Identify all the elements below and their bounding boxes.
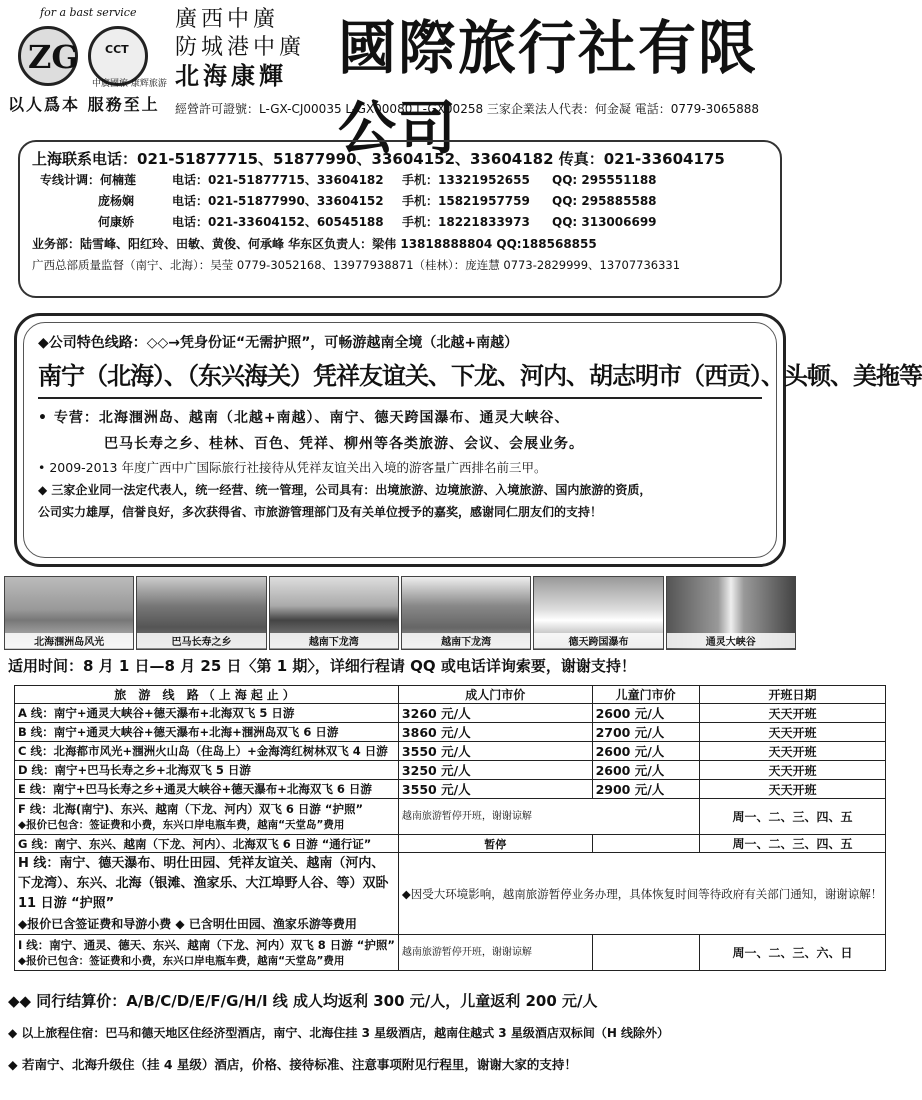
staff-qq: QQ: 295885588 bbox=[552, 194, 657, 208]
company-line-1: 廣西中廣 bbox=[175, 7, 280, 32]
route-f-title: F 线：北海(南宁)、东兴、越南（下龙、河内）双飞 6 日游 “护照” bbox=[18, 802, 363, 816]
empty-cell bbox=[592, 935, 699, 971]
schedule-cell: 周一、二、三、四、五 bbox=[699, 835, 886, 853]
license-info: 經營許可證號：L-GX-CJ00035 L-GX00080 L-GX00258 三家企業法人代表：何金凝 電話：0779-3065888 bbox=[175, 102, 760, 116]
route-h-note: ◆因受大环境影响，越南旅游暂停业务办理，具体恢复时间等待政府有关部门通知，谢谢谅解！ bbox=[398, 853, 885, 935]
logo-small-text bbox=[92, 76, 167, 89]
bottom-notes bbox=[8, 985, 792, 1081]
adult-price: 3260 元/人 bbox=[398, 704, 592, 723]
price-table bbox=[14, 685, 886, 971]
feature-ranking: • 2009-2013 年度广西中广国际旅行社接待从凭祥友谊关出入境的游客量广西排名前三甲。 bbox=[38, 460, 547, 475]
adult-price: 3550 元/人 bbox=[398, 742, 592, 761]
staff-role: 庞杨娴 bbox=[98, 194, 135, 208]
photo-detian bbox=[533, 576, 663, 650]
staff-qq: QQ: 313006699 bbox=[552, 215, 657, 229]
photo-label: 通灵大峡谷 bbox=[667, 633, 795, 648]
staff-row bbox=[32, 191, 768, 212]
logo-letters: ZG bbox=[28, 38, 79, 76]
feature-qualification: ◆ 三家企业同一法定代表人，统一经营、统一管理，公司具有：出境旅游、边境旅游、入境旅游、国内旅游的资质， bbox=[38, 483, 652, 497]
child-price: 2600 元/人 bbox=[592, 704, 699, 723]
photo-label: 北海涠洲岛风光 bbox=[5, 633, 133, 648]
logo-small-1: 中廣國旅 bbox=[92, 79, 129, 89]
logo-tagline: for a bast service bbox=[40, 6, 137, 19]
header-route: 旅 游 线 路（上海起止） bbox=[15, 686, 399, 704]
route-i-sub: ◆报价已包含：签证费和小费，东兴口岸电瓶车费，越南“天堂岛”费用 bbox=[18, 955, 345, 967]
route-i-title: I 线：南宁、通灵、德天、东兴、越南（下龙、河内）双飞 8 日游 “护照” bbox=[18, 938, 395, 952]
staff-qq: QQ: 295551188 bbox=[552, 173, 657, 187]
table-row bbox=[15, 780, 886, 799]
table-row-i bbox=[15, 935, 886, 971]
feature-headline: ◆公司特色线路：◇◇→凭身份证“无需护照”，可畅游越南全境（北越+南越） bbox=[38, 335, 519, 351]
staff-tel: 电话：021-33604152、60545188 bbox=[172, 215, 384, 229]
feature-thanks: 公司实力雄厚，信誉良好，多次获得省、市旅游管理部门及有关单位授予的嘉奖，感谢同仁朋友们的支持！ bbox=[38, 505, 603, 519]
schedule-cell: 周一、二、三、六、日 bbox=[699, 935, 886, 971]
table-row-f bbox=[15, 799, 886, 835]
table-row-h bbox=[15, 853, 886, 935]
accommodation-note: ◆ 以上旅程住宿：巴马和德天地区住经济型酒店，南宁、北海住挂 3 星级酒店，越南住越式 3 星级酒店双标间（H 线除外） bbox=[8, 1026, 670, 1040]
staff-mobile: 手机：15821957759 bbox=[402, 194, 530, 208]
table-row bbox=[15, 723, 886, 742]
route-g-note: 暂停 bbox=[398, 835, 592, 853]
staff-mobile: 手机：18221833973 bbox=[402, 215, 530, 229]
staff-role: 专线计调：何楠莲 bbox=[40, 173, 137, 187]
route-cell-i bbox=[15, 935, 399, 971]
header-adult: 成人门市价 bbox=[398, 686, 592, 704]
table-row bbox=[15, 761, 886, 780]
feature-destinations: 南宁（北海）、（东兴海关）凭祥友谊关、下龙、河内、胡志明市（西贡）、头顿、美拖等 bbox=[38, 355, 762, 399]
route-i-note: 越南旅游暂停开班，谢谢谅解 bbox=[398, 935, 592, 971]
quality-supervision: 广西总部质量监督（南宁、北海）：吴莹 0779-3052168、13977938871（桂林）：庞连慧 0773-2829999、13707736331 bbox=[32, 258, 681, 272]
photo-label: 巴马长寿之乡 bbox=[137, 633, 265, 648]
photo-halong-2 bbox=[401, 576, 531, 650]
company-line-3: 北海康輝 bbox=[175, 62, 287, 90]
company-line-2: 防城港中廣 bbox=[175, 35, 306, 60]
route-cell-h bbox=[15, 853, 399, 935]
schedule-cell: 天天开班 bbox=[699, 742, 886, 761]
route-h-title: H 线：南宁、德天瀑布、明仕田园、凭祥友谊关、越南（河内、下龙湾）、东兴、北海（银滩、渔家乐、大江埠野人谷、等）双卧 11 日游 “护照” bbox=[18, 855, 389, 911]
logo-cct: CCT bbox=[105, 43, 129, 56]
company-name: 國際旅行社有限公司 bbox=[338, 14, 759, 162]
business-dept: 业务部：陆雪峰、阳红玲、田敏、黄俊、何承峰 华东区负责人：梁伟 13818888804 QQ:188568855 bbox=[32, 237, 597, 251]
validity-period: 适用时间：8 月 1 日—8 月 25 日〈第 1 期〉，详细行程请 QQ 或电话详询索要，谢谢支持！ bbox=[8, 657, 636, 675]
adult-price: 3860 元/人 bbox=[398, 723, 592, 742]
staff-role: 何康娇 bbox=[98, 215, 135, 229]
schedule-cell: 天天开班 bbox=[699, 704, 886, 723]
child-price: 2700 元/人 bbox=[592, 723, 699, 742]
feature-specialty-cont: 巴马长寿之乡、桂林、百色、凭祥、柳州等各类旅游、会议、会展业务。 bbox=[104, 436, 584, 452]
schedule-cell: 天天开班 bbox=[699, 723, 886, 742]
contact-box bbox=[18, 140, 782, 298]
slogan: 以人爲本 服務至上 bbox=[8, 95, 160, 114]
photo-tongling bbox=[666, 576, 796, 650]
staff-row bbox=[32, 212, 768, 233]
photo-halong-1 bbox=[269, 576, 399, 650]
photo-label: 越南下龙湾 bbox=[270, 633, 398, 648]
route-cell: C 线：北海都市风光+涠洲火山岛（住岛上）+金海湾红树林双飞 4 日游 bbox=[15, 742, 399, 761]
child-price: 2900 元/人 bbox=[592, 780, 699, 799]
child-price: 2600 元/人 bbox=[592, 742, 699, 761]
upgrade-note: ◆ 若南宁、北海升级住（挂 4 星级）酒店，价格、接待标准、注意事项附见行程里，谢谢大家的支持！ bbox=[8, 1057, 577, 1072]
adult-price: 3550 元/人 bbox=[398, 780, 592, 799]
photo-label: 越南下龙湾 bbox=[402, 633, 530, 648]
logo-small-2: 康辉旅游 bbox=[130, 79, 167, 89]
child-price: 2600 元/人 bbox=[592, 761, 699, 780]
staff-row bbox=[32, 170, 768, 191]
route-f-note: 越南旅游暂停开班，谢谢谅解 bbox=[398, 799, 699, 835]
route-h-sub: ◆报价已含签证费和导游小费 ◆ 已含明仕田园、渔家乐游等费用 bbox=[18, 916, 357, 931]
schedule-cell: 周一、二、三、四、五 bbox=[699, 799, 886, 835]
route-cell-f bbox=[15, 799, 399, 835]
photo-strip bbox=[0, 576, 800, 652]
photo-label: 德天跨国瀑布 bbox=[534, 633, 662, 648]
shanghai-contact: 上海联系电话：021-51877715、51877990、33604152、33604182 传真：021-33604175 bbox=[32, 150, 725, 168]
empty-cell bbox=[592, 835, 699, 853]
schedule-cell: 天天开班 bbox=[699, 780, 886, 799]
staff-mobile: 手机：13321952655 bbox=[402, 173, 530, 187]
schedule-cell: 天天开班 bbox=[699, 761, 886, 780]
header-schedule: 开班日期 bbox=[699, 686, 886, 704]
staff-tel: 电话：021-51877990、33604152 bbox=[172, 194, 384, 208]
photo-weizhou bbox=[4, 576, 134, 650]
route-cell: B 线：南宁+通灵大峡谷+德天瀑布+北海+涠洲岛双飞 6 日游 bbox=[15, 723, 399, 742]
table-row bbox=[15, 704, 886, 723]
header-child: 儿童门市价 bbox=[592, 686, 699, 704]
table-header-row bbox=[15, 686, 886, 704]
staff-tel: 电话：021-51877715、33604182 bbox=[172, 173, 384, 187]
feature-inner bbox=[23, 322, 922, 558]
route-cell: D 线：南宁+巴马长寿之乡+北海双飞 5 日游 bbox=[15, 761, 399, 780]
table-row bbox=[15, 742, 886, 761]
route-cell: E 线：南宁+巴马长寿之乡+通灵大峡谷+德天瀑布+北海双飞 6 日游 bbox=[15, 780, 399, 799]
settlement-price: ◆◆ 同行结算价：A/B/C/D/E/F/G/H/I 线 成人均返利 300 元/人，儿童返利 200 元/人 bbox=[8, 992, 598, 1010]
adult-price: 3250 元/人 bbox=[398, 761, 592, 780]
table-row-g bbox=[15, 835, 886, 853]
route-cell: A 线：南宁+通灵大峡谷+德天瀑布+北海双飞 5 日游 bbox=[15, 704, 399, 723]
route-cell-g: G 线：南宁、东兴、越南（下龙、河内）、北海双飞 6 日游 “通行证” bbox=[15, 835, 399, 853]
feature-specialty: • 专营：北海涠洲岛、越南（北越+南越）、南宁、德天跨国瀑布、通灵大峡谷、 bbox=[38, 410, 570, 426]
feature-box bbox=[14, 313, 922, 567]
company-lines bbox=[175, 6, 305, 90]
photo-bama bbox=[136, 576, 266, 650]
route-f-sub: ◆报价已包含：签证费和小费，东兴口岸电瓶车费，越南“天堂岛”费用 bbox=[18, 819, 345, 831]
